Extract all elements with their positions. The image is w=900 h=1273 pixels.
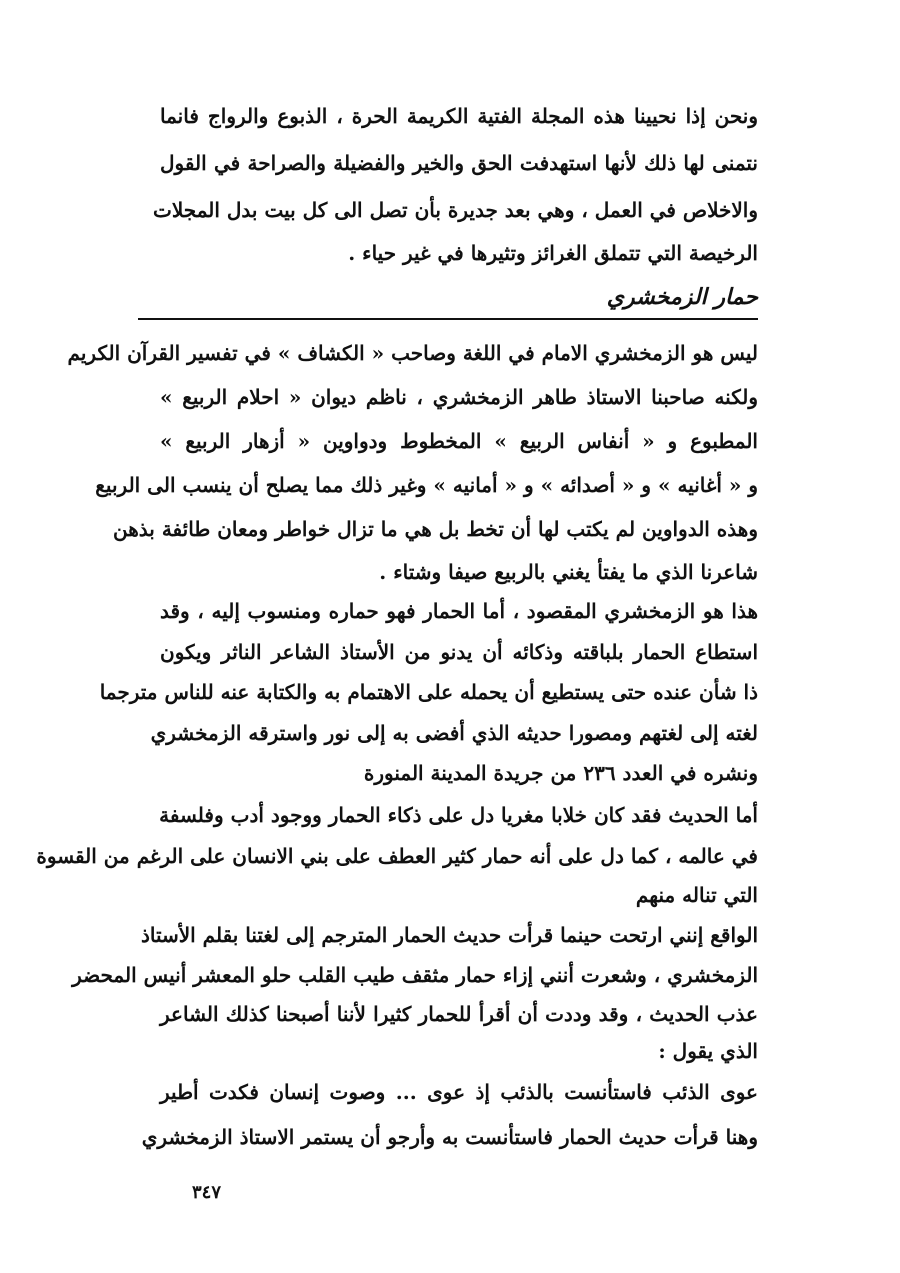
paragraph-line: أما الحديث فقد كان خلابا مغريا دل على ذكاء الحمار ووجود أدب وفلسفة	[159, 803, 758, 827]
paragraph-line: المطبوع و « أنفاس الربيع » المخطوط ودواوين « أزهار الربيع »	[160, 429, 758, 453]
paragraph-line: والاخلاص في العمل ، وهي بعد جديرة بأن تصل الى كل بيت بدل المجلات	[153, 198, 758, 222]
paragraph-line: وهنا قرأت حديث الحمار فاستأنست به وأرجو أن يستمر الاستاذ الزمخشري	[141, 1125, 758, 1149]
paragraph-line: التي تناله منهم	[635, 883, 758, 907]
paragraph-line: ولكنه صاحبنا الاستاذ طاهر الزمخشري ، ناظم ديوان « احلام الربيع »	[160, 385, 758, 409]
paragraph-line: هذا هو الزمخشري المقصود ، أما الحمار فهو حماره ومنسوب إليه ، وقد	[160, 599, 758, 623]
paragraph-line: نتمنى لها ذلك لأنها استهدفت الحق والخير والفضيلة والصراحة في القول	[160, 151, 758, 175]
paragraph-line: في عالمه ، كما دل على أنه حمار كثير العطف على بني الانسان على الرغم من القسوة	[36, 844, 758, 868]
paragraph-line: ونشره في العدد ٢٣٦ من جريدة المدينة المنورة	[363, 761, 758, 785]
paragraph-line: ذا شأن عنده حتى يستطيع أن يحمله على الاهتمام به والكتابة عنه للناس مترجما	[99, 680, 758, 704]
heading-underline	[138, 318, 758, 320]
paragraph-line: شاعرنا الذي ما يفتأ يغني بالربيع صيفا وشتاء .	[379, 560, 758, 584]
paragraph-line: و « أغانيه » و « أصدائه » و « أمانيه » وغير ذلك مما يصلح أن ينسب الى الربيع	[95, 473, 758, 497]
paragraph-line: الرخيصة التي تتملق الغرائز وتثيرها في غير حياء .	[348, 241, 758, 265]
page-number: ٣٤٧	[192, 1182, 222, 1203]
paragraph-line: الذي يقول :	[658, 1039, 758, 1063]
paragraph-line: عذب الحديث ، وقد وددت أن أقرأ للحمار كثيرا لأننا أصبحنا كذلك الشاعر	[160, 1002, 758, 1026]
paragraph-line: ليس هو الزمخشري الامام في اللغة وصاحب « الكشاف » في تفسير القرآن الكريم	[67, 341, 758, 365]
paragraph-line: لغته إلى لغتهم ومصورا حديثه الذي أفضى به إلى نور واسترقه الزمخشري	[150, 721, 758, 745]
verse-line: عوى الذئب فاستأنست بالذئب إذ عوى ... وصوت إنسان فكدت أطير	[160, 1080, 758, 1104]
section-heading: حمار الزمخشري	[606, 284, 758, 310]
paragraph-line: الواقع إنني ارتحت حينما قرأت حديث الحمار المترجم إلى لغتنا بقلم الأستاذ	[140, 923, 758, 947]
paragraph-line: وهذه الدواوين لم يكتب لها أن تخط بل هي ما تزال خواطر ومعان طائفة بذهن	[113, 517, 758, 541]
paragraph-line: استطاع الحمار بلباقته وذكائه أن يدنو من الأستاذ الشاعر الناثر ويكون	[160, 640, 758, 664]
paragraph-line: ونحن إذا نحيينا هذه المجلة الفتية الكريمة الحرة ، الذبوع والرواج فانما	[160, 104, 758, 128]
paragraph-line: الزمخشري ، وشعرت أنني إزاء حمار مثقف طيب القلب حلو المعشر أنيس المحضر	[72, 963, 758, 987]
